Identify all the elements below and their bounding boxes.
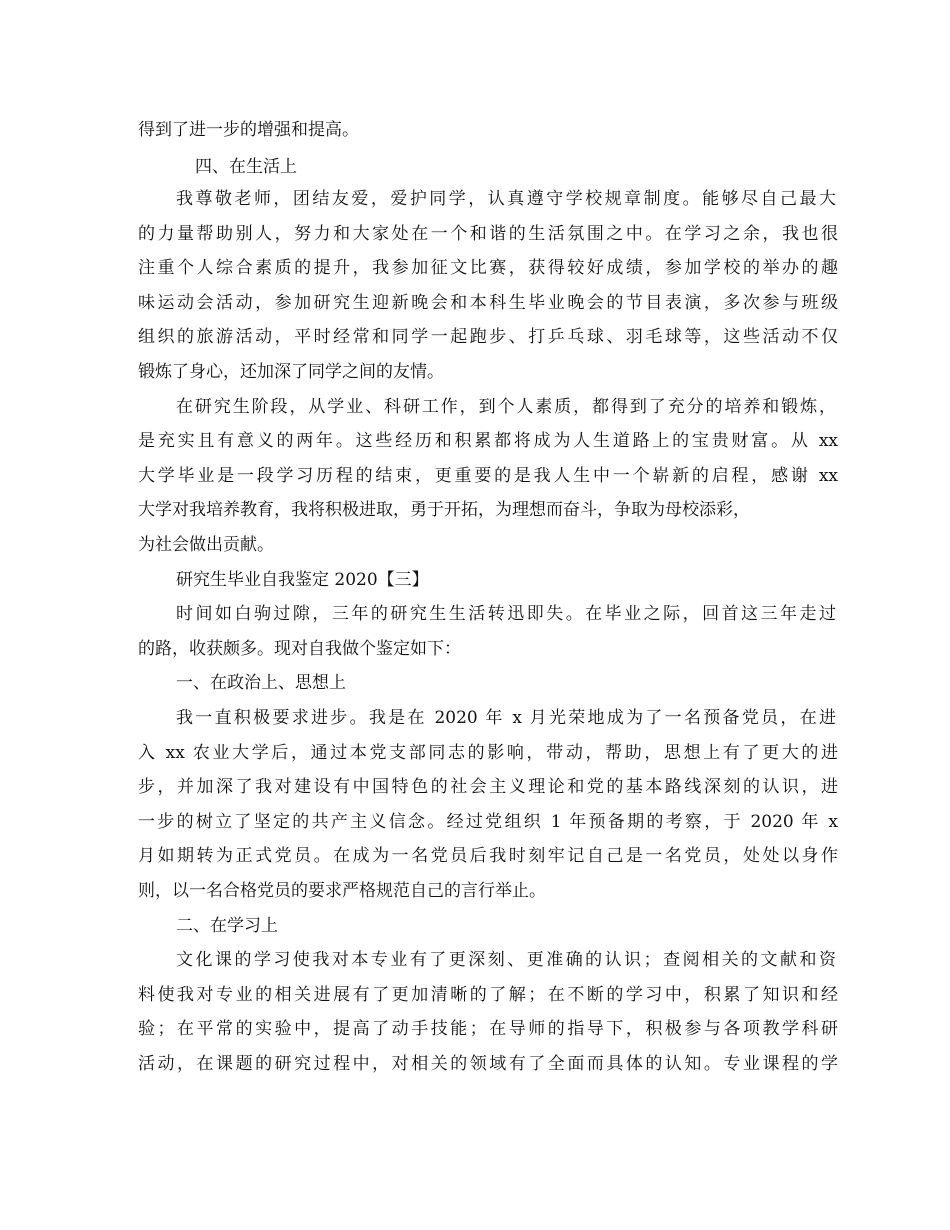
text-line: 注重个人综合素质的提升，我参加征文比赛，获得较好成绩，参加学校的举办的趣 (138, 258, 838, 278)
text-line: 是充实且有意义的两年。这些经历和积累都将成为人生道路上的宝贵财富。从 xx (138, 431, 838, 451)
text-line: 得到了进一步的增强和提高。 (138, 120, 359, 140)
text-line: 为社会做出贡献。 (138, 535, 274, 555)
text-line: 则，以一名合格党员的要求严格规范自己的言行举止。 (138, 881, 546, 901)
text-line: 料使我对专业的相关进展有了更加清晰的了解；在不断的学习中，积累了知识和经 (138, 985, 838, 1005)
text-line: 文化课的学习使我对本专业有了更深刻、更准确的认识；查阅相关的文献和资 (176, 950, 836, 970)
text-line: 的路，收获颇多。现对自我做个鉴定如下： (138, 639, 461, 659)
text-line: 我一直积极要求进步。我是在 2020 年 x 月光荣地成为了一名预备党员，在进 (176, 708, 836, 728)
text-line: 大学对我培养教育，我将积极进取，勇于开拓，为理想而奋斗，争取为母校添彩， (138, 500, 750, 520)
text-line: 的力量帮助别人，努力和大家处在一个和谐的生活氛围之中。在学习之余，我也很 (138, 224, 838, 244)
text-line: 味运动会活动，参加研究生迎新晚会和本科生毕业晚会的节目表演，多次参与班级 (138, 293, 838, 313)
text-line: 月如期转为正式党员。在成为一名党员后我时刻牢记自己是一名党员，处处以身作 (138, 846, 838, 866)
text-line: 步，并加深了我对建设有中国特色的社会主义理论和党的基本路线深刻的认识，进 (138, 777, 838, 797)
text-line: 在研究生阶段，从学业、科研工作，到个人素质，都得到了充分的培养和锻炼， (176, 397, 836, 417)
text-line: 一步的树立了坚定的共产主义信念。经过党组织 1 年预备期的考察，于 2020 年 x (138, 812, 838, 832)
section-heading: 四、在生活上 (195, 157, 297, 177)
text-line: 锻炼了身心，还加深了同学之间的友情。 (138, 362, 444, 382)
section-heading: 一、在政治上、思想上 (176, 673, 346, 693)
text-line: 活动，在课题的研究过程中，对相关的领域有了全面而具体的认知。专业课程的学 (138, 1054, 838, 1074)
section-title: 研究生毕业自我鉴定 2020【三】 (176, 570, 429, 590)
text-line: 入 xx 农业大学后，通过本党支部同志的影响，带动，帮助，思想上有了更大的进 (138, 743, 838, 763)
text-line: 时间如白驹过隙，三年的研究生生活转迅即失。在毕业之际，回首这三年走过 (176, 604, 836, 624)
text-line: 组织的旅游活动，平时经常和同学一起跑步、打乒乓球、羽毛球等，这些活动不仅 (138, 327, 838, 347)
text-line: 我尊敬老师，团结友爱，爱护同学，认真遵守学校规章制度。能够尽自己最大 (176, 189, 836, 209)
text-line: 大学毕业是一段学习历程的结束，更重要的是我人生中一个崭新的启程，感谢 xx (138, 466, 838, 486)
text-line: 验；在平常的实验中，提高了动手技能；在导师的指导下，积极参与各项教学科研 (138, 1019, 838, 1039)
section-heading: 二、在学习上 (176, 916, 278, 936)
